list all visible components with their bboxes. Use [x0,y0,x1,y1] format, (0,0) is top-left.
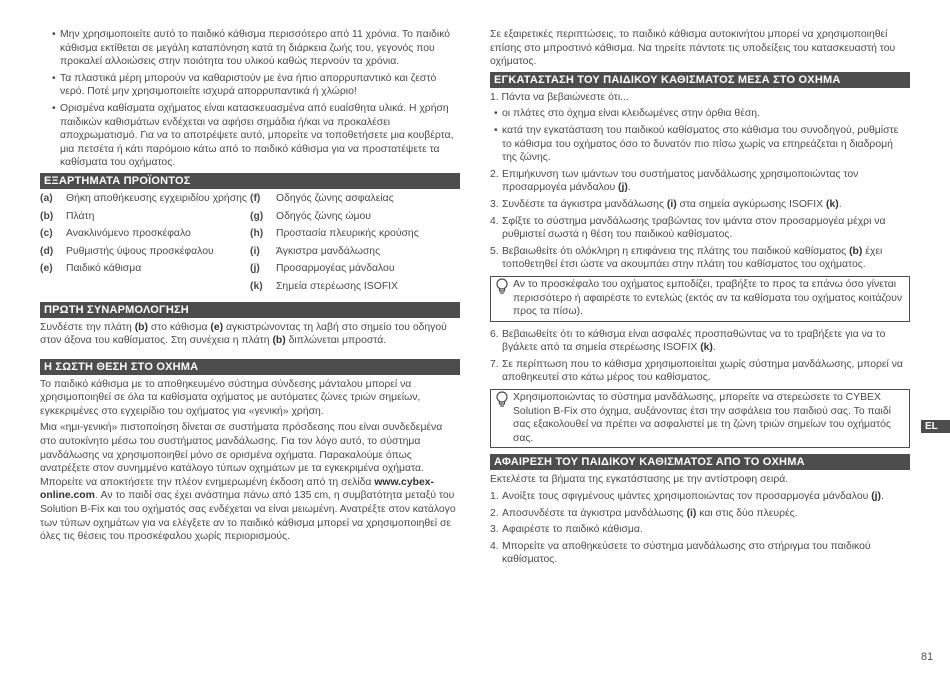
parts-column-1 [40,192,250,298]
text-run: στο κάθισμα [147,321,211,333]
part-item [40,210,250,224]
part-text: Σημεία στερέωσης ISOFIX [276,280,398,292]
step-number: 7. [490,358,499,370]
intro-bullet-3: • Ορισμένα καθίσματα οχήματος είναι κατασκευασμένα από ευαίσθητα υλικά. Η χρήση παιδικών καθισμάτων ενδέχεται να αφήσει σημάδια ή/και να προκαλέσει αποχρωματισμό. Για να το αποτρέψετε αυτό, μπορείτε να τοποθετήσετε μια κουβέρτα, μια πετσέτα ή κάτι παρόμοιο κάτω από το παιδικό κάθισμα για να προστατέψετε τα καθίσματα του οχήματος. [40,102,460,170]
install-step-3 [490,198,910,212]
text-run: έχει τοποθετηθεί έτσι ώστε να ακουμπάει στην πλάτη του καθίσματος του οχήματος. [502,245,883,271]
part-text: Παιδικό κάθισμα [66,263,142,275]
part-label: (e) [40,263,53,275]
part-item [250,245,460,259]
step-number: 5. [490,245,499,257]
part-text: Ανακλινόμενο προσκέφαλο [66,228,191,240]
language-tab: EL [921,420,950,433]
text-run: Βεβαιωθείτε ότι ολόκληρη η επιφάνεια της πλάτης του παιδικού καθίσματος [502,245,850,257]
parts-column-2 [250,192,460,298]
text-run: διπλώνεται μπροστά. [285,335,387,347]
assembly-heading: ΠΡΩΤΗ ΣΥΝΑΡΜΟΛΟΓΗΣΗ [40,302,460,318]
text-run: Σφίξτε το σύστημα μανδάλωσης τραβώντας τον ιμάντα στον προσαρμογέα μέχρι να ρυθμιστεί σωστά η θέση του παιδικού καθίσματος. [502,215,886,241]
text-run: Μπορείτε να αποθηκεύσετε το σύστημα μανδάλωσης στο στήριγμα του παιδικού καθίσματος. [502,540,871,566]
lightbulb-icon [495,278,513,298]
text-run: και στις δύο πλευρές. [696,507,798,519]
install-step-1: 1. Πάντα να βεβαιώνεστε ότι... [490,91,629,103]
right-intro: Σε εξαιρετικές περιπτώσεις, το παιδικό κάθισμα αυτοκινήτου μπορεί να χρησιμοποιηθεί επίσης στο μπροστινό κάθισμα. Να τηρείτε πάντοτε τις υποδείξεις του κατασκευαστή του οχήματος. [490,29,896,68]
text-run: Συνδέστε την πλάτη [40,321,135,333]
step-number: 2. [490,168,499,180]
install-step-2 [490,168,910,195]
text-run: . [881,491,884,503]
removal-step-1 [490,490,910,504]
part-text: Άγκιστρα μανδάλωσης [276,245,381,257]
lightbulb-icon [495,391,513,411]
part-label: (b) [40,210,54,222]
part-ref: (k) [700,342,713,354]
text-run: . [627,182,631,194]
part-item [250,210,460,224]
part-label: (h) [250,228,264,240]
part-text: Προσαρμογέας μάνδαλου [276,263,395,275]
tip-text: Αν το προσκέφαλο του οχήματος εμποδίζει, τραβήξτε το προς τα επάνω όσο γίνεται περισσότερο ή αφαιρέστε το εντελώς (εκτός αν τα καθίσματα του οχήματος κοιτάζουν προς τα πίσω). [513,278,903,318]
part-text: Οδηγός ζώνης ασφαλείας [276,192,394,204]
left-column [40,28,460,547]
part-label: (g) [250,210,264,222]
part-item [40,245,250,259]
text-run: Μια «ημι-γενική» πιστοποίηση δίνεται σε συστήματα πρόσδεσης που είναι συνδεδεμένα στο αυτοκίνητο μέσω του συστήματος μανδάλωσης. Για τον λόγο αυτό, το σύστημα μανδάλωσης να χρησιμοποιηθεί μόνο σε ορισμένα οχήματα. Παρακαλούμε όπως ανατρέξετε στον συνημμένο κατάλογο τύπων οχημάτων με τα εγκεκριμένα οχήματα. Μπορείτε να αποκτήσετε την πλέον ενημερωμένη έκδοση από τη σελίδα [40,422,443,488]
part-text: Θήκη αποθήκευσης εγχειριδίου χρήσης [66,192,247,204]
part-label: (a) [40,192,53,204]
intro-bullet-1: • Μην χρησιμοποιείτε αυτό το παιδικό κάθισμα περισσότερο από 11 χρόνια. Το παιδικό κάθισμα εκτίθεται σε μεγάλη καταπόνηση κατά τη διάρκεια ζωής του, γεγονός που προκαλεί αλλοιώσεις στην ποιότητα του υλικού καθώς περνούν τα χρόνια. [40,28,460,69]
text-run: Βεβαιωθείτε ότι το κάθισμα είναι ασφαλές προσπαθώντας να το τραβήξετε για να το βγάλετε από τα σημεία στερέωσης ISOFIX [502,328,886,354]
part-ref: (i) [686,507,697,519]
text-run: . [838,198,842,210]
part-label: (j) [250,263,260,275]
part-item [250,262,460,276]
step-number: 3. [490,198,499,210]
part-ref: (b) [272,335,286,347]
page-number: 81 [921,651,934,663]
part-item [250,192,460,206]
tip-text: Χρησιμοποιώντας το σύστημα μανδάλωσης, μπορείτε να στερεώσετε το CYBEX Solution B-Fix στο όχημα, αυξάνοντας έτσι την ασφάλεια του παιδιού σας. Το παιδί σας εξακολουθεί να πρέπει να ασφαλιστεί με τη ζώνη τριών σημείων του οχήματός σας. [513,392,891,444]
text-run: Επιμήκυνση των ιμάντων του συστήματος μανδάλωσης χρησιμοποιώντας τον προσαρμογέα μάνδαλου [502,168,859,194]
part-item [40,262,250,276]
text-run: Αφαιρέστε το παιδικό κάθισμα. [502,524,643,536]
part-text: Πλάτη [66,210,95,222]
removal-intro: Εκτελέστε τα βήματα της εγκατάστασης με την αντίστροφη σειρά. [490,474,789,486]
step-number: 4. [490,540,499,552]
removal-step-3 [490,523,910,537]
install-bullet-1: • οι πλάτες στο όχημα είναι κλειδωμένες στην όρθια θέση. [490,107,910,121]
step-number: 1. [490,491,499,503]
part-ref: (k) [825,198,839,210]
text-run: Ανοίξτε τους σφιγμένους ιμάντες χρησιμοποιώντας τον προσαρμογέα μάνδαλου [502,491,872,503]
part-item [250,280,460,294]
part-ref: (j) [618,182,628,194]
text-run: Αποσυνδέστε τα άγκιστρα μανδάλωσης [502,507,687,519]
text-run: . Αν το παιδί σας έχει ανάστημα πάνω από 135 cm, η συμβατότητα μεταξύ του Solution B-Fix και του οχήματός σας ενδέχεται να είναι μειωμένη. Ανατρέξτε στον κατάλογο των τύπων οχημάτων για να ελέγξετε αν το παιδικό κάθισμα μπορεί να χρησιμοποιηθεί σε όλες τις θέσεις του προσκέφαλου χωρίς περιορισμούς. [40,490,456,543]
part-item [250,227,460,241]
part-text: Προστασία πλευρικής κρούσης [276,228,419,240]
part-ref: (i) [666,198,677,210]
position-heading: Η ΣΩΣΤΗ ΘΕΣΗ ΣΤΟ ΟΧΗΜΑ [40,359,460,375]
position-paragraph-2 [40,421,460,543]
step-number: 2. [490,507,499,519]
part-item [40,227,250,241]
text-run: Συνδέστε τα άγκιστρα μανδάλωσης [502,198,667,210]
part-ref: (e) [210,321,224,333]
tip-box-latch [490,389,910,448]
position-paragraph-1: Το παιδικό κάθισμα με το αποθηκευμένο σύστημα σύνδεσης μάνταλου μπορεί να χρησιμοποιηθεί σε όλα τα καθίσματα οχήματος με αυτόματες ζώνες τριών σημείων, εγκεκριμένες στο εγχειρίδιο του οχήματος για «γενική» χρήση. [40,378,421,417]
step-number: 3. [490,524,499,536]
part-ref: (j) [871,491,881,503]
part-text: Ρυθμιστής ύψους προσκέφαλου [66,245,214,257]
install-step-6 [490,328,910,355]
text-run: Σε περίπτωση που το κάθισμα χρησιμοποιείται χωρίς σύστημα μανδάλωσης, μπορεί να αποθηκευτεί στο κάτω μέρος του καθίσματος. [502,358,903,384]
install-bullet-2: • κατά την εγκατάσταση του παιδικού καθίσματος στο κάθισμα του συνοδηγού, ρυθμίστε το κάθισμα του οχήματος όσο το δυνατόν πιο πίσω χωρίς να επηρεάζεται η διαδρομή της ζώνης. [490,124,910,165]
install-step-7 [490,358,910,385]
parts-heading: ΕΞΑΡΤΗΜΑΤΑ ΠΡΟΪΟΝΤΟΣ [40,173,460,189]
part-label: (d) [40,245,54,257]
removal-heading: ΑΦΑΙΡΕΣΗ ΤΟΥ ΠΑΙΔΙΚΟΥ ΚΑΘΙΣΜΑΤΟΣ ΑΠΟ ΤΟ ΟΧΗΜΑ [490,454,910,470]
part-label: (i) [250,245,260,257]
part-ref: (b) [134,321,148,333]
removal-step-2 [490,507,910,521]
website-link[interactable]: www.cybex-online.com [40,476,434,502]
tip-box-headrest [490,276,910,322]
install-step-5 [490,245,910,272]
part-label: (k) [250,280,263,292]
removal-step-4 [490,540,910,567]
step-number: 6. [490,328,499,340]
assembly-paragraph [40,321,460,348]
text-run: . [712,342,716,354]
install-step-4 [490,215,910,242]
text-run: αγκιστρώνοντας τη λαβή στο σημείο του οδηγού στον άξονα του καθίσματος. Στη συνέχεια η πλάτη [40,321,447,347]
part-text: Οδηγός ζώνης ώμου [276,210,371,222]
text-run: στα σημεία αγκύρωσης ISOFIX [676,198,826,210]
part-label: (f) [250,192,261,204]
part-ref: (b) [849,245,863,257]
step-number: 4. [490,215,499,227]
part-item [40,192,250,206]
intro-bullet-2: • Τα πλαστικά μέρη μπορούν να καθαριστούν με ένα ήπιο απορρυπαντικό και ζεστό νερό. Ποτέ μην χρησιμοποιείτε ισχυρά απορρυπαντικά ή χλώριο! [40,72,460,99]
parts-list [40,192,460,298]
part-label: (c) [40,228,53,240]
install-heading: ΕΓΚΑΤΑΣΤΑΣΗ ΤΟΥ ΠΑΙΔΙΚΟΥ ΚΑΘΙΣΜΑΤΟΣ ΜΕΣΑ ΣΤΟ ΟΧΗΜΑ [490,72,910,88]
right-column [490,28,910,570]
